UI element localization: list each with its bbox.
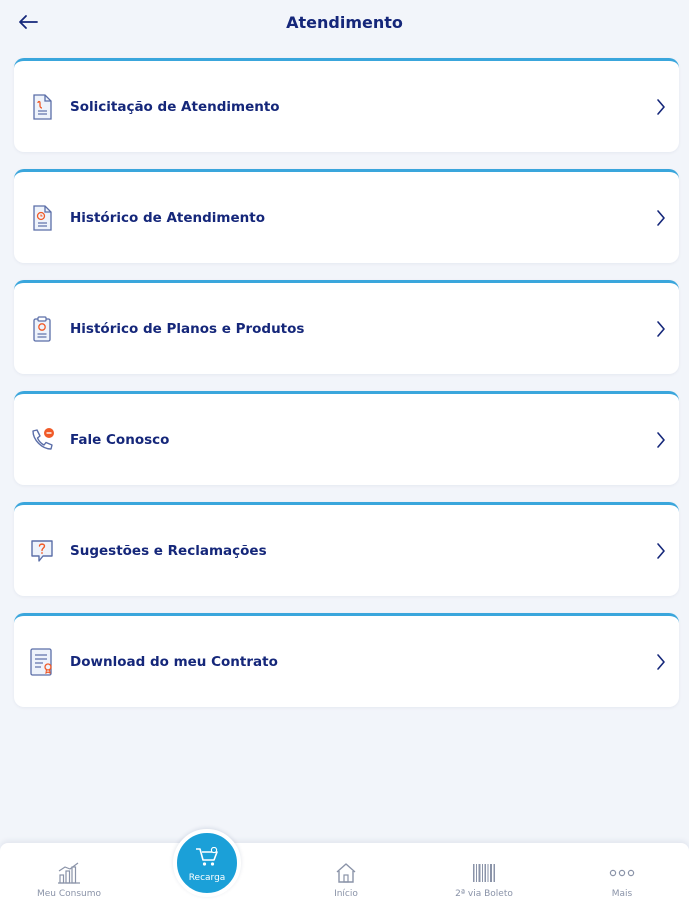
contract-document-icon xyxy=(28,648,56,676)
speech-bubble-question-icon xyxy=(28,537,56,565)
atendimento-menu xyxy=(14,58,679,724)
phone-contact-icon xyxy=(28,426,56,454)
menu-item-download-contrato[interactable] xyxy=(14,613,679,707)
chevron-right-icon xyxy=(653,97,669,117)
app-header xyxy=(0,0,689,48)
menu-item-fale-conosco[interactable] xyxy=(14,391,679,485)
nav-label: Mais xyxy=(611,889,633,899)
nav-item-mais[interactable] xyxy=(572,843,672,900)
menu-item-historico-atendimento[interactable] xyxy=(14,169,679,263)
chevron-right-icon xyxy=(653,208,669,228)
document-request-icon xyxy=(28,93,56,121)
nav-label: Início xyxy=(334,889,358,899)
nav-label: 2ª via Boleto xyxy=(455,889,513,899)
menu-item-solicitacao-atendimento[interactable] xyxy=(14,58,679,152)
menu-item-historico-planos-produtos[interactable] xyxy=(14,280,679,374)
menu-item-label: Histórico de Atendimento xyxy=(70,209,265,226)
nav-item-meu-consumo[interactable] xyxy=(19,843,119,900)
fab-label: Recarga xyxy=(188,873,226,883)
more-dots-icon xyxy=(609,860,635,886)
bottom-navigation xyxy=(0,843,689,900)
chevron-right-icon xyxy=(653,541,669,561)
nav-item-inicio[interactable] xyxy=(296,843,396,900)
recarga-fab-button[interactable] xyxy=(173,829,241,897)
menu-item-label: Download do meu Contrato xyxy=(70,653,278,670)
barcode-icon xyxy=(471,860,497,886)
menu-item-label: Solicitação de Atendimento xyxy=(70,98,280,115)
nav-label: Meu Consumo xyxy=(36,889,102,899)
menu-item-label: Sugestões e Reclamações xyxy=(70,542,267,559)
page-title: Atendimento xyxy=(286,13,403,32)
chevron-right-icon xyxy=(653,319,669,339)
nav-item-segunda-via-boleto[interactable] xyxy=(434,843,534,900)
chevron-right-icon xyxy=(653,430,669,450)
clipboard-plans-icon xyxy=(28,315,56,343)
document-history-icon xyxy=(28,204,56,232)
bar-chart-icon xyxy=(56,860,82,886)
home-icon xyxy=(334,860,358,886)
cart-icon xyxy=(195,847,219,871)
menu-item-sugestoes-reclamacoes[interactable] xyxy=(14,502,679,596)
menu-item-label: Histórico de Planos e Produtos xyxy=(70,320,305,337)
menu-item-label: Fale Conosco xyxy=(70,431,170,448)
chevron-right-icon xyxy=(653,652,669,672)
